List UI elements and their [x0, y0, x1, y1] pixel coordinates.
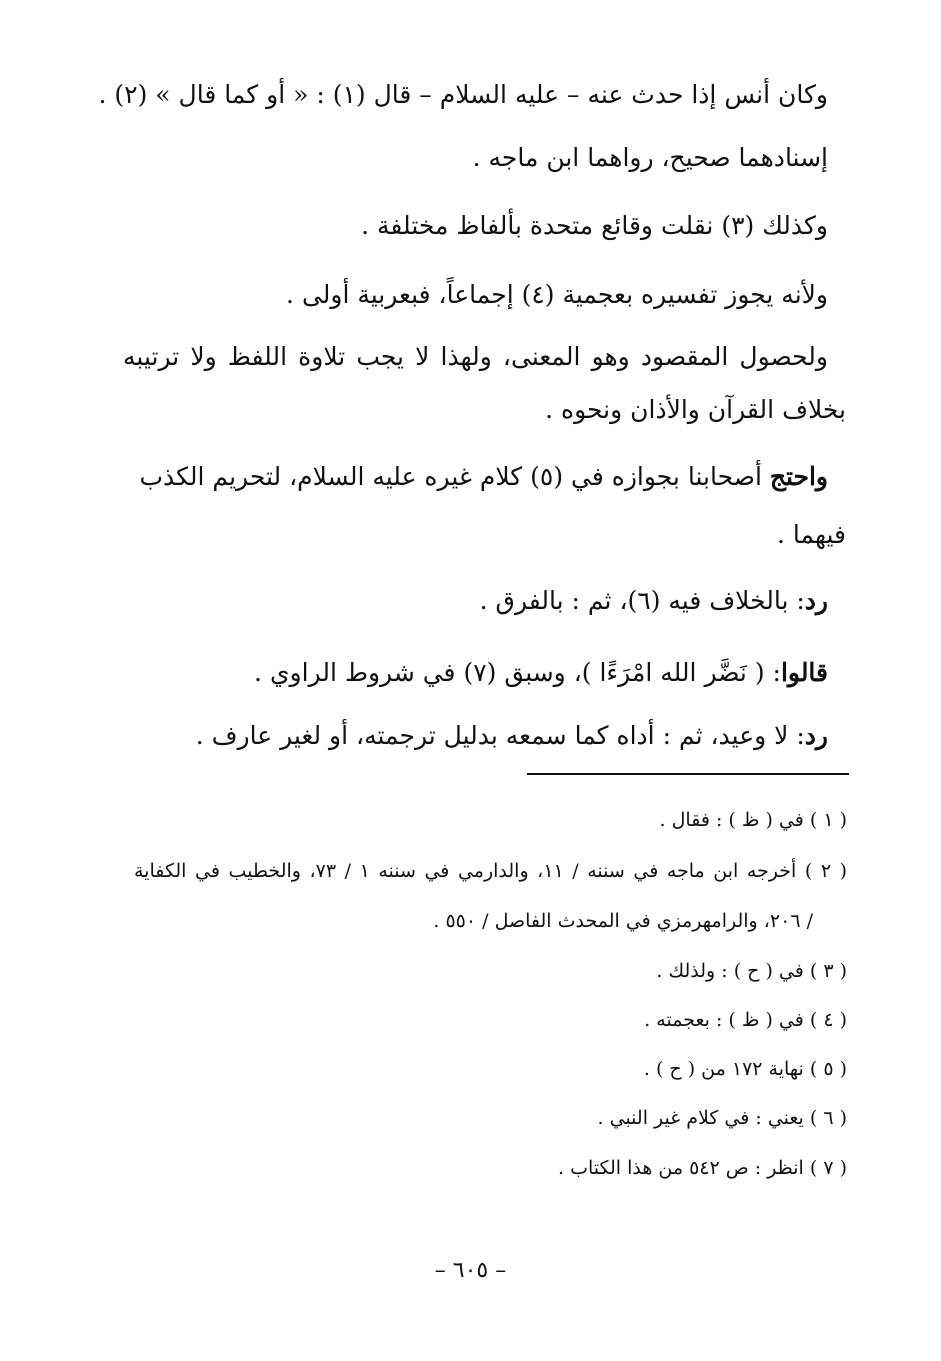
radd-text: : لا وعيد، ثم : أداه كما سمعه بدليل ترجمته، أو لغير عارف . — [195, 721, 805, 750]
ihtajja-paragraph-line-1 — [123, 460, 828, 494]
body-line-6: بخلاف القرآن والأذان ونحوه . — [545, 395, 846, 424]
radd-text: : بالخلاف فيه (٦)، ثم : بالفرق . — [479, 586, 805, 615]
radd-line-1 — [108, 584, 828, 618]
footnote-4: ( ٤ ) في ( ظ ) : بعجمته . — [644, 1009, 847, 1031]
body-line-4: ولأنه يجوز تفسيره بعجمية (٤) إجماعاً، فبعربية أولى . — [286, 280, 828, 309]
body-line-2: إسنادهما صحيح، رواهما ابن ماجه . — [472, 143, 828, 172]
body-line-3: وكذلك (٣) نقلت وقائع متحدة بألفاظ مختلفة . — [361, 211, 828, 240]
ihtajja-paragraph-line-2: فيهما . — [777, 520, 846, 549]
page-number: – ٦٠٥ – — [434, 1258, 507, 1283]
radd-keyword: رد — [804, 586, 828, 615]
footnote-3: ( ٣ ) في ( ح ) : ولذلك . — [656, 960, 847, 982]
footnote-6: ( ٦ ) يعني : في كلام غير النبي . — [597, 1107, 847, 1129]
footnote-1: ( ١ ) في ( ظ ) : فقال . — [659, 809, 847, 831]
radd-line-2 — [108, 719, 828, 753]
ihtajja-text: أصحابنا بجوازه في (٥) كلام غيره عليه السلام، لتحريم الكذب — [139, 462, 762, 491]
footnote-7: ( ٧ ) انظر : ص ٥٤٢ من هذا الكتاب . — [557, 1157, 847, 1179]
radd-keyword: رد — [804, 721, 828, 750]
body-line-5: ولحصول المقصود وهو المعنى، ولهذا لا يجب تلاوة اللفظ ولا ترتيبه — [123, 342, 828, 371]
body-line-1: وكان أنس إذا حدث عنه – عليه السلام – قال (١) : « أو كما قال » (٢) . — [98, 80, 828, 109]
footnote-2-continued: / ٢٠٦، والرامهرمزي في المحدث الفاصل / ٥٥٠ . — [433, 910, 813, 932]
qalu-line — [108, 656, 828, 690]
footnote-2: ( ٢ ) أخرجه ابن ماجه في سننه / ١١، والدارمي في سننه ١ / ٧٣، والخطيب في الكفاية — [134, 860, 848, 882]
ihtajja-keyword: واحتج — [769, 462, 828, 491]
qalu-text: : ( نَضَّر الله امْرَءًا )، وسبق (٧) في شروط الراوي . — [254, 658, 781, 687]
footnote-5: ( ٥ ) نهاية ١٧٢ من ( ح ) . — [643, 1058, 847, 1080]
footnote-separator — [527, 773, 849, 775]
qalu-keyword: قالوا — [780, 658, 828, 687]
